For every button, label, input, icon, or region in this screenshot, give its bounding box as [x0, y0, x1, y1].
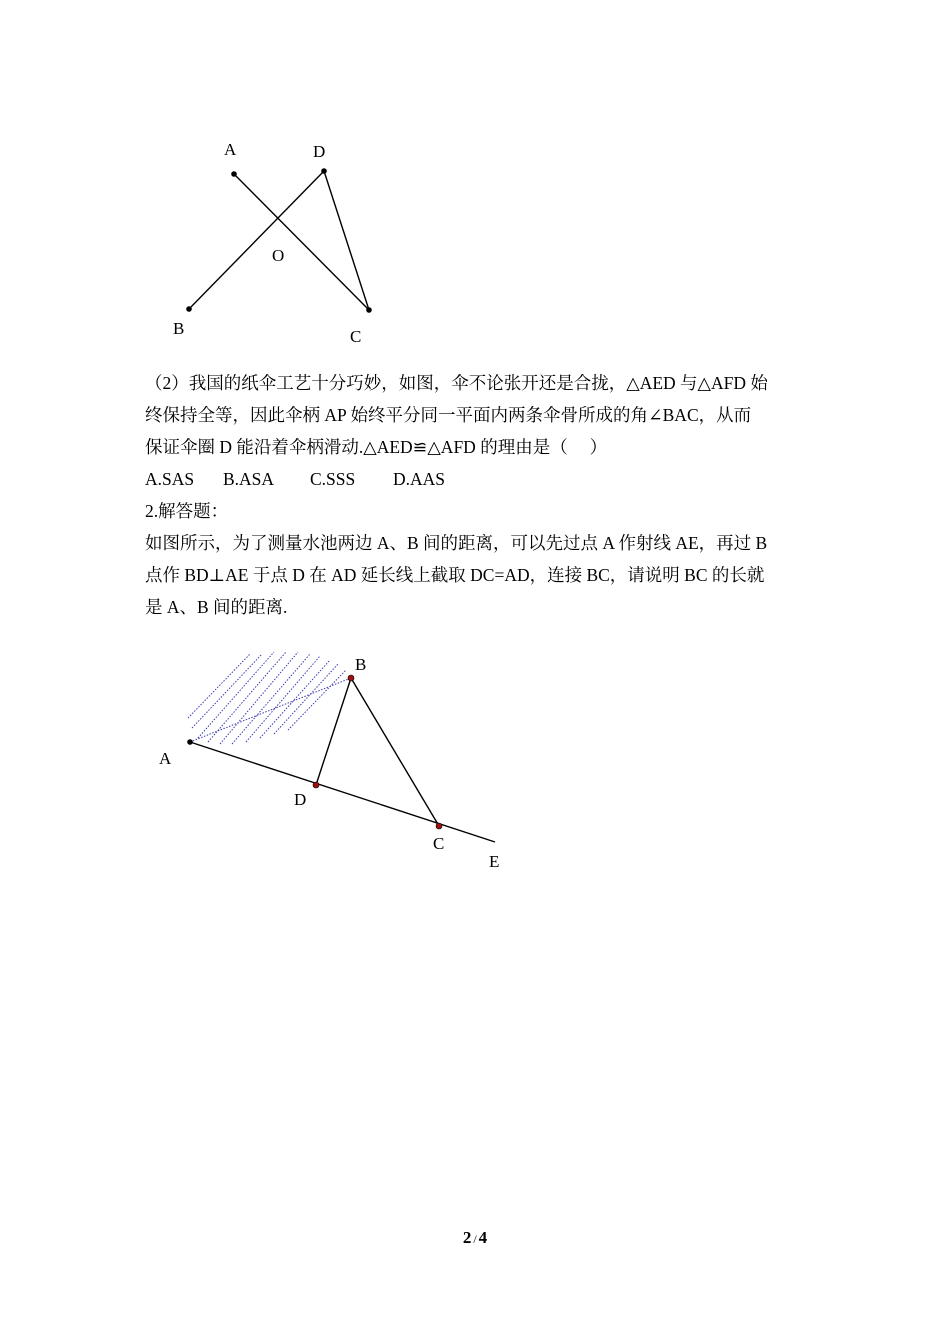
option-d: D.AAS	[393, 469, 446, 489]
label-C: C	[350, 327, 362, 346]
option-a: A.SAS	[145, 469, 195, 489]
point-D	[313, 782, 319, 788]
label-D: D	[294, 790, 307, 809]
pond-hatching	[188, 652, 351, 744]
label-B: B	[173, 319, 185, 338]
total-pages: 4	[478, 1228, 488, 1247]
section-2-line-1: 如图所示，为了测量水池两边 A、B 间的距离，可以先过点 A 作射线 AE，再过 B	[145, 533, 768, 553]
current-page: 2	[462, 1228, 472, 1247]
label-E: E	[489, 852, 500, 871]
label-A: A	[159, 749, 172, 768]
question-2-line-3: 保证伞圈 D 能沿着伞柄滑动.△AED≌△AFD 的理由是（ ）	[145, 437, 608, 457]
point-C	[436, 823, 442, 829]
point-A	[187, 739, 193, 745]
label-D: D	[313, 142, 326, 161]
option-b: B.ASA	[223, 469, 275, 489]
section-2-line-2: 点作 BD⊥AE 于点 D 在 AD 延长线上截取 DC=AD，连接 BC，请说明 BC 的长就	[145, 565, 765, 585]
label-O: O	[272, 246, 285, 265]
segment-BC	[351, 678, 439, 826]
section-2-line-3: 是 A、B 间的距离.	[145, 597, 288, 617]
ray-AE	[190, 742, 495, 842]
page-number	[0, 1228, 950, 1248]
option-c: C.SSS	[310, 469, 356, 489]
label-A: A	[224, 140, 237, 159]
section-2-heading: 2.解答题：	[145, 501, 229, 521]
question-2-line-2: 终保持全等，因此伞柄 AP 始终平分同一平面内两条伞骨所成的角∠BAC，从而	[145, 405, 752, 425]
page-separator: /	[473, 1232, 477, 1246]
segment-BD	[316, 678, 351, 785]
label-C: C	[433, 834, 445, 853]
question-2-line-1: （2）我国的纸伞工艺十分巧妙，如图，伞不论张开还是合拢，△AED 与△AFD 始	[145, 373, 768, 393]
point-B	[348, 675, 354, 681]
label-B: B	[355, 655, 367, 674]
